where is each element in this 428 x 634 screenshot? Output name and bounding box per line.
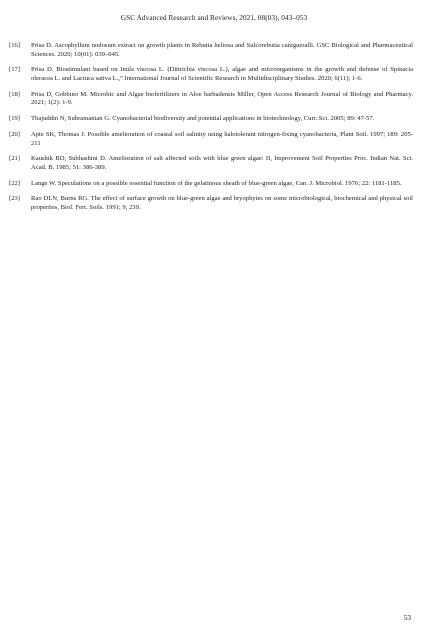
reference-text: Prisa D, Gobbino M. Microbic and Algae biofertilizers in Aloe barbadensis Miller, Open Access Research Journal of Biology and Pharmacy. 2021; 1(2): 1-9.	[31, 90, 413, 107]
reference-text: Apte SK, Thomas J. Possible amelioration of coastal soil salinity using halotolerant nitrogen-fixing cyanobacteria, Plant Soil. 1997; 189: 205-211	[31, 130, 413, 147]
reference-text: Thajuddin N, Subramanian G. Cyanobacterial biodiversity and potential applications in biotechnology, Curr. Sci. 2005; 89: 47-57.	[31, 115, 375, 123]
reference-number: [17]	[9, 66, 20, 74]
reference-number: [21]	[9, 155, 20, 163]
reference-number: [22]	[9, 179, 20, 187]
page-number: 53	[403, 613, 411, 622]
reference-text: Prisa D. Ascophyllum nodosum extract on growth plants in Rebutia heliosa and Sulcorebutia canigueralli. GSC Biological and Pharmaceutical Sciences. 2020; 10(01): 039–045.	[31, 42, 413, 58]
running-header: GSC Advanced Research and Reviews, 2021, 08(03), 043–053	[120, 13, 308, 22]
reference-text: Lange W. Speculations on a possible essential function of the gelatinous sheath of blue-green algae, Can. J. Microbiol. 1976; 22: 1181-1185.	[31, 179, 402, 187]
reference-number: [16]	[9, 42, 20, 49]
reference-number: [18]	[9, 90, 20, 98]
reference-text: Kaushik BD, Subhashini D. Amelioration of salt affected soils with blue green algae: II, Improvement Soil Properties Proc. Indian Nat. Sci. Acad. B. 1985; 51: 386-389.	[31, 155, 413, 171]
reference-item	[9, 131, 413, 148]
reference-item	[9, 180, 413, 189]
reference-item	[9, 91, 413, 108]
reference-item	[9, 195, 413, 212]
reference-item	[9, 115, 413, 124]
reference-list	[9, 42, 413, 220]
reference-text: Prisa D. Biostimulant based on Inula viscosa L. (Dittrichia viscosa L.), algae and microorganisms in the growth and defense of Spinacia oleracea L. and Lactuca sativa L.,” International Journal of Scientific Research in Multidisciplinary Studies. 2020; 6(11); 1-6.	[31, 66, 413, 82]
reference-number: [20]	[9, 130, 20, 138]
reference-number: [23]	[9, 195, 20, 203]
reference-item	[9, 66, 413, 83]
reference-number: [19]	[9, 115, 20, 123]
reference-item	[9, 155, 413, 172]
reference-item	[9, 42, 413, 59]
reference-text: Rao DLN, Burns RG. The effect of surface growth on blue-green algae and bryophytes on some microbiological, biochemical and physical soil properties, Biol. Fert. Soils. 1991; 9, 239.	[31, 195, 413, 212]
